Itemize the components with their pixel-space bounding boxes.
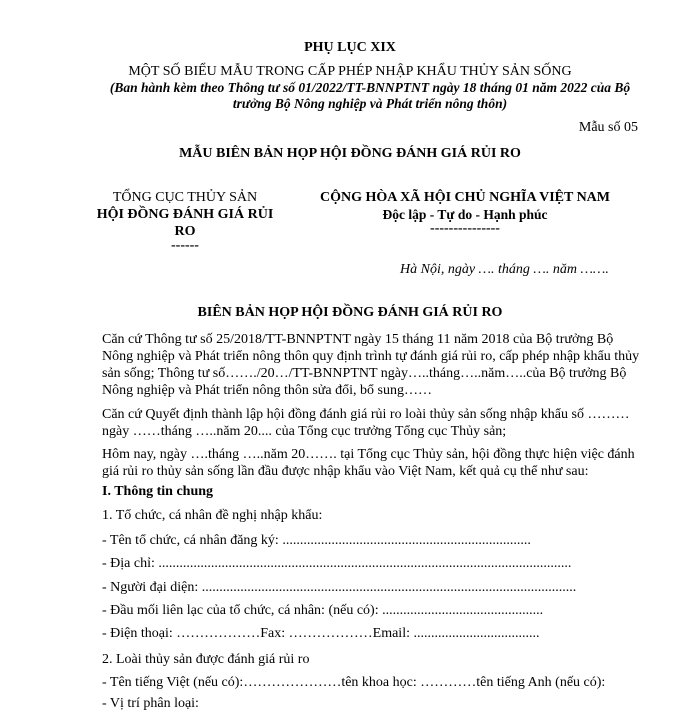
issuing-organization-block — [90, 189, 280, 252]
address-field: - Địa chỉ: ...................................................................................................................... — [102, 556, 572, 571]
legal-basis-paragraph: Căn cứ Thông tư số 25/2018/TT-BNNPTNT ngày 15 tháng 11 năm 2018 của Bộ trưởng Bộ Nông nghiệp và Phát triển nông thôn quy định trình tự đánh giá rủi ro, cấp phép nhập khẩu thủy sản sống; Thông tư số……./20…/TT-BNNPTNT ngày…..tháng…..năm…..của Bộ trưởng Bộ Nông nghiệp và Phát triển nông thôn sửa đổi, bổ sung…… — [102, 332, 640, 398]
organization-department: TỔNG CỤC THỦY SẢN — [112, 190, 258, 205]
national-rule: --------------- — [430, 221, 500, 236]
meeting-intro-paragraph: Hôm nay, ngày ….tháng …..năm 20……. tại Tổng cục Thủy sản, hội đồng thực hiện việc đánh giá rủi ro thủy sản sống lần đầu được nhập khẩu vào Việt Nam, kết quả cụ thể như sau: — [102, 447, 635, 479]
classification-field: - Vị trí phân loại: — [102, 696, 199, 711]
phone-fax-email-field: - Điện thoại: ………………Fax: ………………Email: .................................... — [102, 626, 540, 641]
organization-council: HỘI ĐỒNG ĐÁNH GIÁ RỦI RO — [96, 207, 274, 239]
representative-field: - Người đại diện: ........................................................................................................... — [102, 580, 577, 595]
form-number: Mẫu số 05 — [578, 120, 638, 135]
species-names-field: - Tên tiếng Việt (nếu có):…………………tên khoa học: …………tên tiếng Anh (nếu có): — [102, 675, 606, 690]
organization-rule: ------ — [171, 238, 199, 253]
section-heading: I. Thông tin chung — [102, 484, 214, 499]
decision-basis-paragraph: Căn cứ Quyết định thành lập hội đồng đánh giá rủi ro loài thủy sản sống nhập khẩu số ………ngày ……tháng …..năm 20.... của Tổng cục trưởng Tổng cục Thủy sản; — [102, 407, 630, 439]
item-heading: 2. Loài thủy sản được đánh giá rủi ro — [102, 652, 310, 667]
document-heading: MỘT SỐ BIỂU MẪU TRONG CẤP PHÉP NHẬP KHẨU THỦY SẢN SỐNG — [128, 64, 572, 79]
nation-name: CỘNG HÒA XÃ HỘI CHỦ NGHĨA VIỆT NAM — [319, 190, 610, 205]
national-title-block — [300, 189, 630, 235]
issuance-note: (Ban hành kèm theo Thông tư số 01/2022/TT-BNNPTNT ngày 18 tháng 01 năm 2022 của Bộ trưởng Bộ Nông nghiệp và Phát triển nông thôn) — [109, 80, 631, 111]
contact-field: - Đầu mối liên lạc của tổ chức, cá nhân: (nếu có): .............................................. — [102, 603, 544, 618]
item-heading: 1. Tổ chức, cá nhân đề nghị nhập khẩu: — [102, 508, 323, 523]
org-name-field: - Tên tổ chức, cá nhân đăng ký: ....................................................................... — [102, 533, 531, 548]
national-motto: Độc lập - Tự do - Hạnh phúc — [382, 207, 548, 222]
appendix-title: PHỤ LỤC XIX — [304, 40, 396, 55]
form-title: MẪU BIÊN BẢN HỌP HỘI ĐỒNG ĐÁNH GIÁ RỦI RO — [179, 146, 521, 161]
minutes-title: BIÊN BẢN HỌP HỘI ĐỒNG ĐÁNH GIÁ RỦI RO — [197, 305, 503, 320]
place-date: Hà Nội, ngày …. tháng …. năm ……. — [400, 262, 609, 277]
